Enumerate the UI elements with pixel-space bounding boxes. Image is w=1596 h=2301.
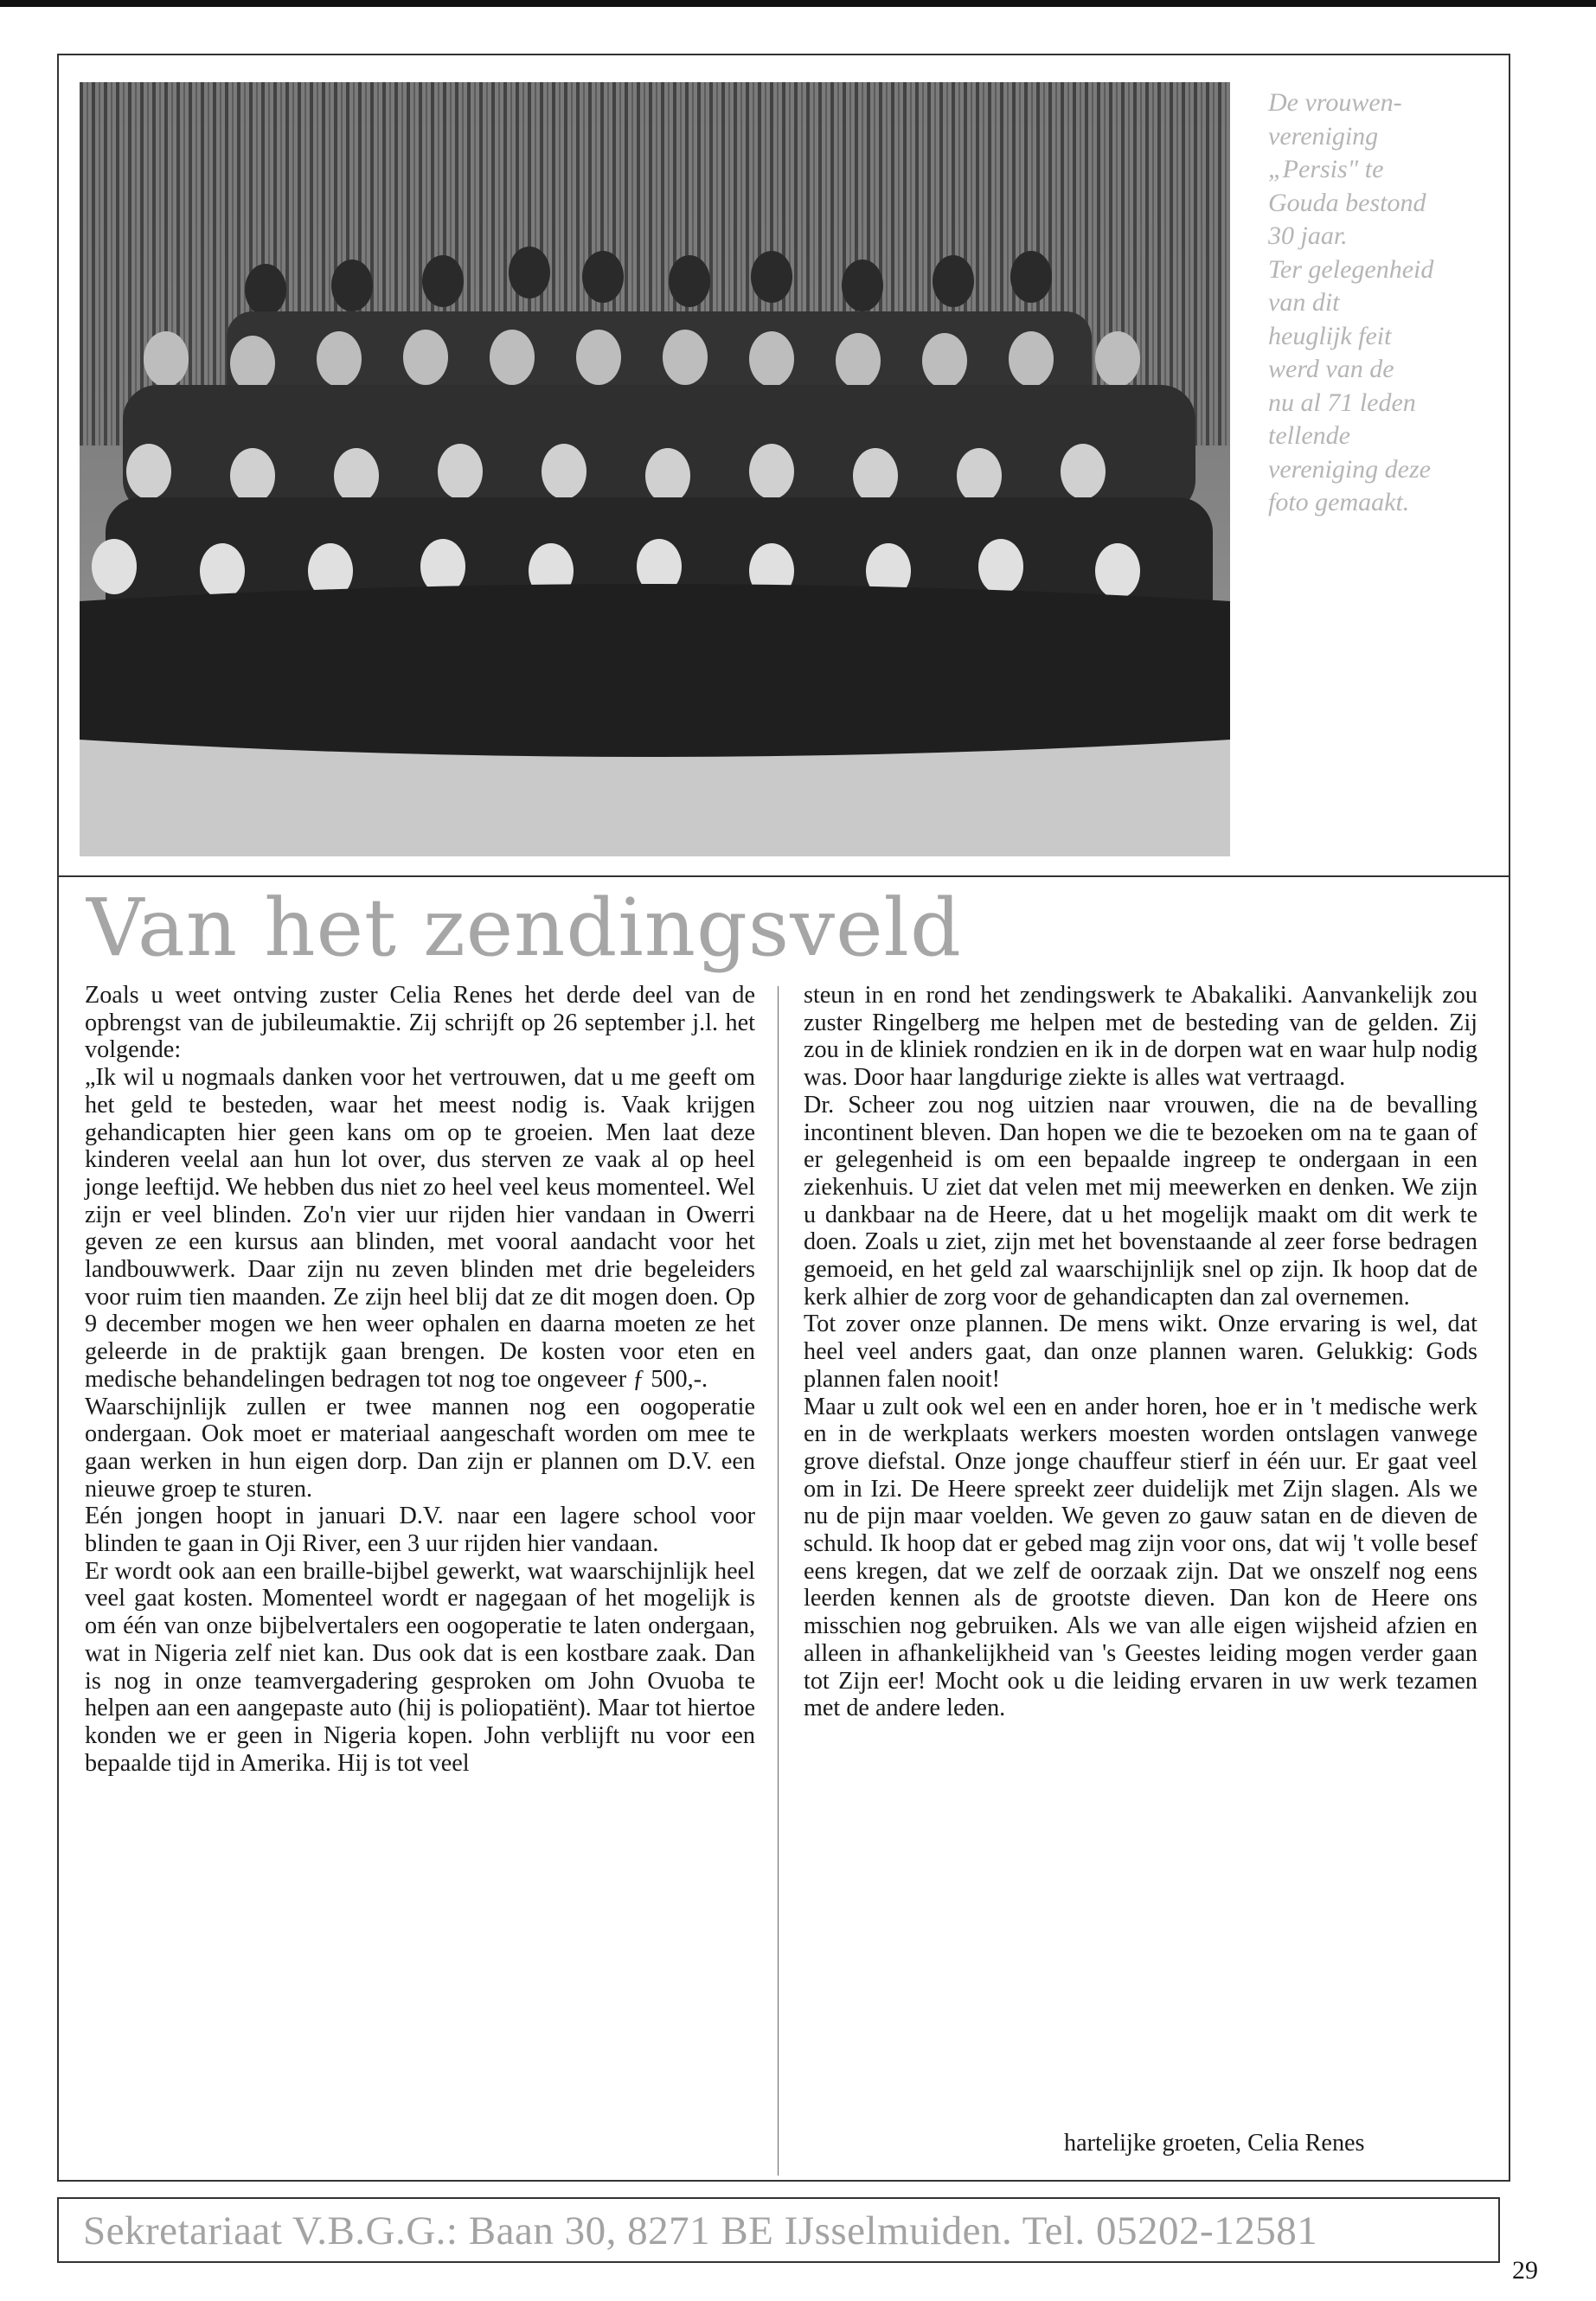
article-paragraph: Waarschijnlijk zullen er twee mannen nog een oogoperatie ondergaan. Ook moet er materiaal aangeschaft worden om mee te gaan werken in hun eigen dorp. Dan zijn er plannen om D.V. een nieuwe groep te sturen.	[85, 1393, 755, 1503]
group-photo-illustration	[80, 82, 1230, 856]
article-paragraph: Maar u zult ook wel een en ander horen, hoe er in 't medische werk en in de werkplaats werkers moesten worden ontslagen vanwege grove diefstal. Onze jonge chauffeur stierf in één uur. Er gaat veel om in Izi. De Heere spreekt zeer duidelijk met Zijn slagen. Als we nu de pijn maar voelden. We geven zo gauw satan en de dieven de schuld. Ik hoop dat er gebed mag zijn voor ons, dat wij 't volle besef eens kregen, dat we zelf de oorzaak zijn. Dat we onszelf nog eens leerden kennen als de grootste dieven. Dan kon de Heere ons misschien nog gebruiken. Als we van alle eigen wijsheid afzien en alleen in afhankelijkheid van 's Geestes leiding mogen verder gaan tot Zijn eer! Mocht ook u die leiding ervaren in uw werk tezamen met de andere leden.	[804, 1393, 1477, 1722]
article-column-right	[804, 982, 1477, 1722]
article-paragraph: „Ik wil u nogmaals danken voor het vertrouwen, dat u me geeft om het geld te besteden, waar het meest nodig is. Vaak krijgen gehandicapten hier geen kans om op te groeien. Men laat deze kinderen veelal aan hun lot over, dus sterven ze vaak al op heel jonge leeftijd. We hebben dus niet zo heel veel keus momenteel. Wel zijn er veel blinden. Zo'n vier uur rijden hier vandaan in Owerri geven ze een kursus aan blinden, met vooral aandacht voor het landbouwwerk. Daar zijn nu zeven blinden met drie begeleiders voor ruim tien maanden. Ze zijn heel blij dat ze dit mogen doen. Op 9 december mogen we hen weer ophalen en daarna moeten ze het geleerde in de praktijk gaan brengen. De kosten voor eten en medische behandelingen bedragen tot nog toe ongeveer ƒ 500,-.	[85, 1064, 755, 1393]
footer-address: Sekretariaat V.B.G.G.: Baan 30, 8271 BE IJsselmuiden. Tel. 05202-12581	[83, 2208, 1318, 2253]
article-paragraph: steun in en rond het zendingswerk te Abakaliki. Aanvankelijk zou zuster Ringelberg me helpen met de besteding van de gelden. Zij zou in de kliniek rondzien en ik in de dorpen wat en waar hulp nodig was. Door haar langdurige ziekte is alles wat vertraagd.	[804, 982, 1477, 1092]
article-paragraph: Er wordt ook aan een braille-bijbel gewerkt, wat waarschijnlijk heel veel gaat kosten. Momenteel wordt er nagegaan of het mogelijk is om één van onze bijbelvertalers een oogoperatie te laten ondergaan, wat in Nigeria zelf niet kan. Dus ook dat is een kostbare zaak. Dan is nog in onze teamvergadering gesproken om John Ovuoba te helpen aan een aangepaste auto (hij is poliopatiënt). Maar tot hiertoe konden we er geen in Nigeria kopen. John verblijft nu voor een bepaalde tijd in Amerika. Hij is tot veel	[85, 1557, 755, 1777]
article-column-left	[85, 982, 755, 1777]
article-paragraph: Dr. Scheer zou nog uitzien naar vrouwen, die na de bevalling incontinent bleven. Dan hopen we die te bezoeken om na te gaan of er gelegenheid is om een bepaalde ingreep te ondergaan in een ziekenhuis. U ziet dat velen met mij meewerken en denken. We zijn u dankbaar na de Heere, dat u het mogelijk maakt om dit werk te doen. Zoals u ziet, zijn met het bovenstaande al zeer forse bedragen gemoeid, en het geld zal waarschijnlijk snel op zijn. Ik hoop dat de kerk alhier de zorg voor de gehandicapten dan zal overnemen.	[804, 1091, 1477, 1311]
group-photo	[80, 82, 1230, 856]
article-headline: Van het zendingsveld	[87, 881, 962, 974]
column-divider	[778, 986, 779, 2176]
article-paragraph: Tot zover onze plannen. De mens wikt. Onze ervaring is wel, dat heel veel anders gaat, dan onze plannen waren. Gelukkig: Gods plannen falen nooit!	[804, 1311, 1477, 1393]
page-number: 29	[1512, 2256, 1538, 2285]
article-paragraph: Eén jongen hoopt in januari D.V. naar een lagere school voor blinden te gaan in Oji River, een 3 uur rijden hier vandaan.	[85, 1503, 755, 1558]
photo-caption: De vrouwen- vereniging „Persis" te Gouda bestond 30 jaar. Ter gelegenheid van dit heuglijk feit werd van de nu al 71 leden tellende vereniging deze foto gemaakt.	[1268, 88, 1434, 516]
article-paragraph: Zoals u weet ontving zuster Celia Renes het derde deel van de opbrengst van de jubileumaktie. Zij schrijft op 26 september j.l. het volgende:	[85, 982, 755, 1064]
top-rule	[0, 0, 1596, 7]
article-signature: hartelijke groeten, Celia Renes	[1064, 2130, 1365, 2157]
